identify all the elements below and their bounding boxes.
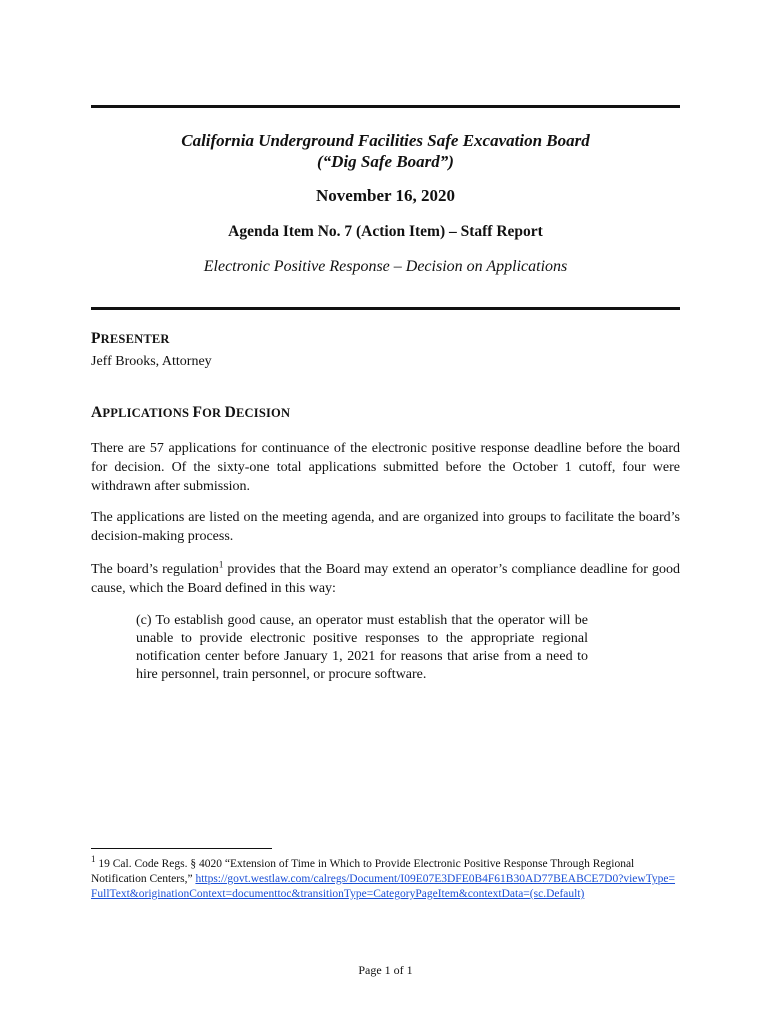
meeting-date: November 16, 2020 (316, 186, 455, 205)
footnote-rule (91, 848, 272, 849)
title-line-2: (“Dig Safe Board”) (317, 152, 454, 171)
document-title (91, 130, 680, 172)
footnote-reference[interactable]: 1 (218, 559, 224, 570)
presenter-heading: PRESENTER (91, 330, 170, 347)
applications-paragraph-3: The board’s regulation$^1$ provides that the Board may extend an operator’s compliance deadline for good cause, which the Board defined in this way: (91, 559, 680, 596)
report-subtitle: Electronic Positive Response – Decision on Applications (203, 258, 568, 275)
bottom-header-rule (91, 307, 680, 310)
regulation-quote: (c) To establish good cause, an operator must establish that the operator will be unable to provide electronic positive responses to the appropriate regional notification center before January 1, 2021 for reasons that arise from a need to hire personnel, train personnel, or procure software. (136, 613, 588, 682)
footnote-link[interactable]: https://govt.westlaw.com/calregs/Document/I09E07E3DFE0B4F61B30AD77BEABCE7D0?viewType=FullText&originationContext=documenttoc&transitionType=CategoryPageItem&contextData=(sc.Default) (91, 873, 676, 900)
footnote-text: 19 Cal. Code Regs. § 4020 “Extension of Time in Which to Provide Electronic Positive Response Through Regional Notification Centers,” (91, 858, 635, 885)
title-line-1: California Underground Facilities Safe Excavation Board (181, 131, 590, 150)
footnote-number: 1 (91, 854, 96, 865)
top-rule (91, 105, 680, 108)
applications-paragraph-1: There are 57 applications for continuance of the electronic positive response deadline before the board for decision. Of the sixty-one total applications submitted before the October 1 cutoff, four were withdrawn after submission. (91, 441, 680, 494)
agenda-item: Agenda Item No. 7 (Action Item) – Staff Report (228, 223, 543, 240)
page-number: Page 1 of 1 (358, 963, 413, 977)
applications-heading: APPLICATIONS FOR DECISION (91, 404, 291, 421)
presenter-name: Jeff Brooks, Attorney (91, 354, 212, 369)
footnote (91, 854, 680, 902)
applications-paragraph-2: The applications are listed on the meeting agenda, and are organized into groups to facilitate the board’s decision-making process. (91, 510, 680, 544)
